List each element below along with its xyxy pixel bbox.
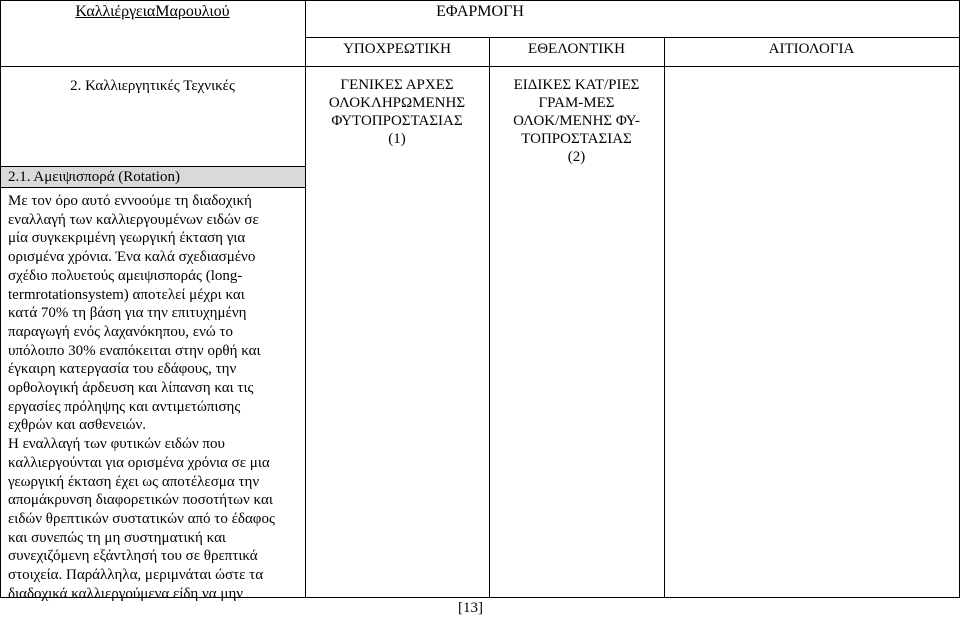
special-categories-line-1: ΕΙΔΙΚΕΣ ΚΑΤ/ΡΙΕΣ (513, 77, 640, 93)
rotation-line: παραγωγή ενός λαχανόκηπου, ενώ το (8, 323, 234, 340)
general-principles-label (305, 76, 489, 148)
column-title-crop: ΚαλλιέργειαΜαρουλιού (75, 3, 230, 20)
rotation-line: καλλιεργούνται για ορισμένα χρόνια σε μια (8, 454, 270, 471)
special-categories-line-2: ΓΡΑΜ-ΜΕΣ (538, 95, 615, 111)
page-number: [13] (458, 600, 483, 616)
rotation-title-divider (0, 187, 305, 188)
general-principles-line-4: (1) (388, 131, 406, 147)
rotation-line: ειδών θρεπτικών συστατικών από το έδαφος (8, 510, 275, 527)
rotation-line: εχθρών και ασθενειών. (8, 417, 147, 434)
general-principles-line-3: ΦΥΤΟΠΡΟΣΤΑΣΙΑΣ (331, 113, 463, 129)
rotation-line: έγκαιρη κατεργασία του εδάφους, την (8, 361, 237, 378)
rotation-line: σχέδιο πολυετούς αμειψισποράς (long- (8, 267, 243, 284)
special-categories-line-3: ΟΛΟΚ/ΜΕΝΗΣ ΦΥ- (513, 113, 640, 129)
header-row-divider (305, 37, 960, 38)
special-categories-line-4: ΤΟΠΡΟΣΤΑΣΙΑΣ (521, 131, 632, 147)
rotation-title: 2.1. Αμειψισπορά (Rotation) (8, 169, 180, 185)
subheader-voluntary: ΕΘΕΛΟΝΤΙΚΗ (528, 41, 625, 57)
special-categories-line-5: (2) (567, 149, 586, 165)
special-categories-label (489, 76, 664, 166)
rotation-line: termrotationsystem) αποτελεί μέχρι και (8, 286, 245, 303)
rotation-body (8, 192, 296, 603)
rotation-line: στοιχεία. Παράλληλα, μεριμνάται ώστε τα (8, 567, 264, 584)
rotation-line: και συνεπώς τη μη συστηματική και (8, 529, 226, 546)
rotation-line: ορισμένα χρόνια. Ένα καλά σχεδιασμένο (8, 249, 256, 266)
general-principles-line-2: ΟΛΟΚΛΗΡΩΜΕΝΗΣ (328, 95, 466, 111)
table-border-top (0, 0, 960, 1)
subheader-reason: ΑΙΤΙΟΛΟΓΙΑ (768, 41, 855, 57)
rotation-line: κατά 70% τη βάση για την επιτυχημένη (8, 305, 247, 322)
subheader-required: ΥΠΟΧΡΕΩΤΙΚΗ (343, 41, 451, 57)
rotation-line: υπόλοιπο 30% εναπόκειται στην ορθή και (8, 342, 261, 359)
subheader-row-divider (0, 66, 960, 67)
column-divider-3 (664, 37, 665, 597)
rotation-line: διαδοχικά καλλιεργούμενα είδη να μην (8, 585, 244, 602)
general-principles-line-1: ΓΕΝΙΚΕΣ ΑΡΧΕΣ (340, 77, 454, 93)
rotation-line: μία συγκεκριμένη γεωργική έκταση για (8, 230, 246, 247)
rotation-line: απομάκρυνση διαφορετικών ποσοτήτων και (8, 492, 273, 509)
rotation-line: εργασίες πρόληψης και αντιμετώπισης (8, 398, 241, 415)
rotation-line: γεωργική έκταση έχει ως αποτέλεσμα την (8, 473, 260, 490)
rotation-line: Με τον όρο αυτό εννοούμε τη διαδοχική (8, 193, 252, 209)
section-title: 2. Καλλιεργητικές Τεχνικές (70, 78, 235, 94)
rotation-line: εναλλαγή των καλλιεργουμένων ειδών σε (8, 211, 259, 228)
rotation-line: ορθολογική άρδευση και λίπανση και τις (8, 380, 254, 397)
rotation-line: Η εναλλαγή των φυτικών ειδών που (8, 436, 225, 453)
column-title-application: ΕΦΑΡΜΟΓΗ (436, 3, 524, 20)
rotation-line: συνεχιζόμενη εξάντλησή του σε θρεπτικά (8, 548, 258, 565)
